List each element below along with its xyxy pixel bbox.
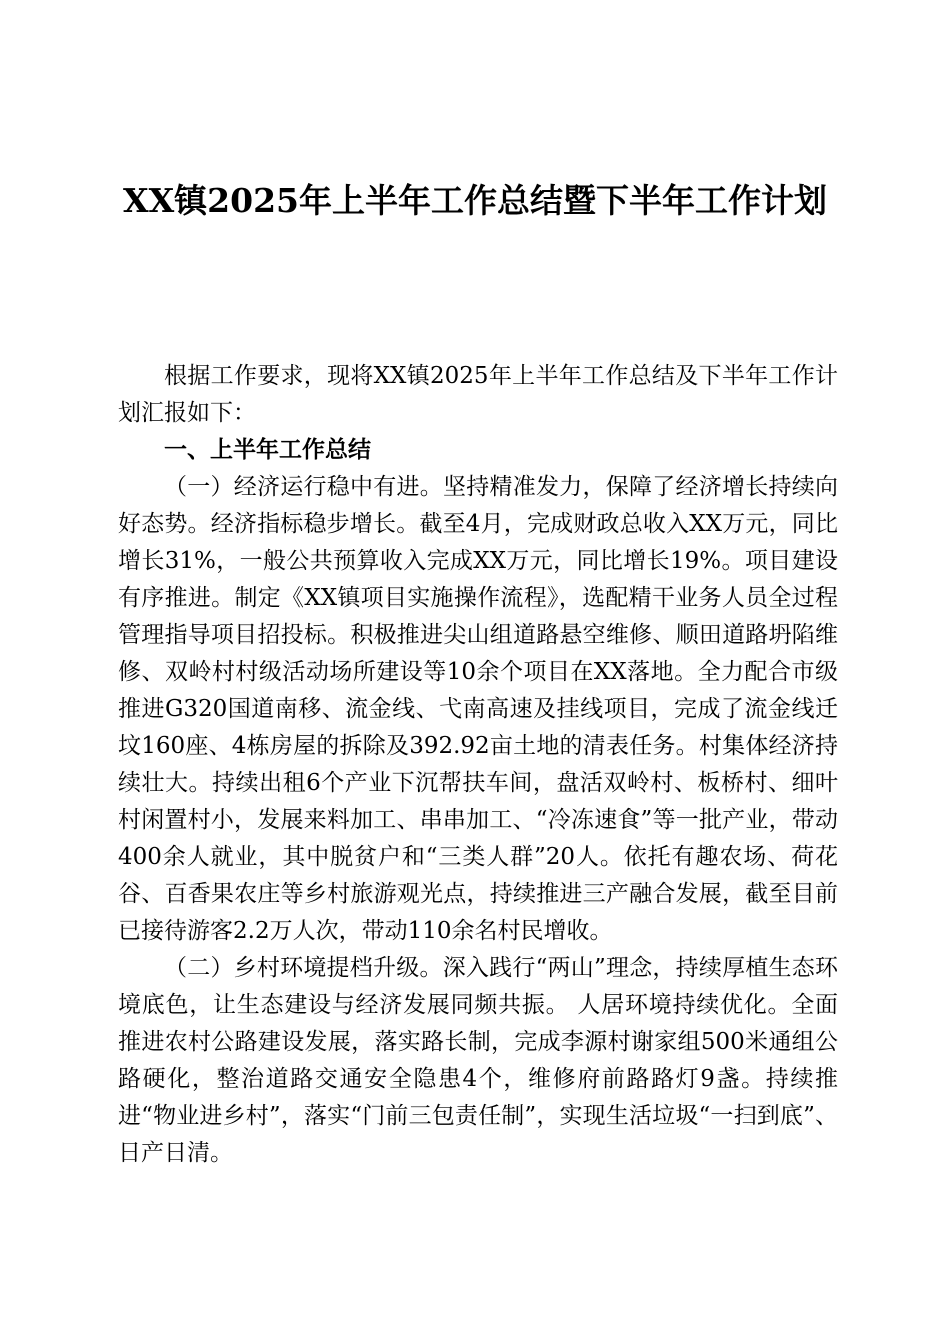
- paragraph-text: 坚持精准发力，保障了经济增长持续向好态势。经济指标稳步增长。截至4月，完成财政总收入XX万元，同比增长31%，一般公共预算收入完成XX万元，同比增长19%。项目建设有序推进。制定《XX镇项目实施操作流程》，选配精干业务人员全过程管理指导项目招投标。积极推进尖山组道路悬空维修、顺田道路坍陷维修、双岭村村级活动场所建设等10余个项目在XX落地。全力配合市级推进G320国道南移、流金线、弋南高速及挂线项目，完成了流金线迁坟160座、4栋房屋的拆除及392.92亩土地的清表任务。村集体经济持续壮大。持续出租6个产业下沉帮扶车间，盘活双岭村、板桥村、细叶村闲置村小，发展来料加工、串串加工、“冷冻速食”等一批产业，带动400余人就业，其中脱贫户和“三类人群”20人。依托有趣农场、荷花谷、百香果农庄等乡村旅游观光点，持续推进三产融合发展，截至目前已接待游客2.2万人次，带动110余名村民增收。: [118, 474, 838, 944]
- paragraph-environment: [118, 950, 838, 1172]
- document-title: XX镇2025年上半年工作总结暨下半年工作计划: [122, 181, 828, 220]
- document-body: [118, 358, 838, 1172]
- intro-paragraph: 根据工作要求，现将XX镇2025年上半年工作总结及下半年工作计划汇报如下：: [118, 363, 838, 426]
- paragraph-economy: [118, 469, 838, 950]
- paragraph-subtitle: （二）乡村环境提档升级。: [164, 955, 443, 981]
- paragraph-text: 深入践行“两山”理念，持续厚植生态环境底色，让生态建设与经济发展同频共振。 人居环境持续优化。全面推进农村公路建设发展，落实路长制，完成李源村谢家组500米通组公路硬化，整治道路交通安全隐患4个，维修府前路路灯9盏。持续推进“物业进乡村”，落实“门前三包责任制”，实现生活垃圾“一扫到底”、日产日清。: [118, 955, 838, 1166]
- section-heading: 一、上半年工作总结: [164, 437, 371, 463]
- paragraph-subtitle: （一）经济运行稳中有进。: [164, 474, 443, 500]
